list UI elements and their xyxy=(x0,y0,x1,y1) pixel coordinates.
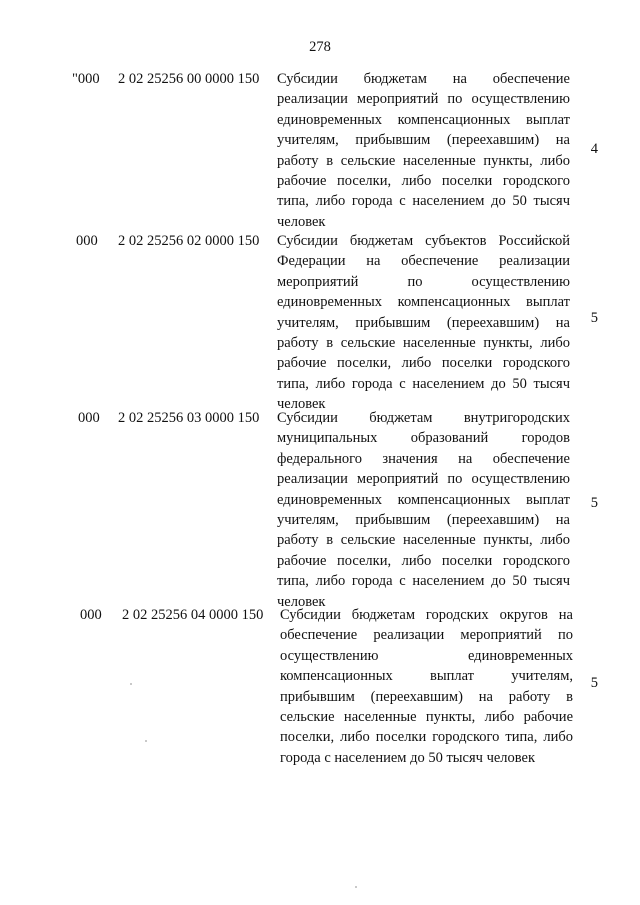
scan-speck xyxy=(130,683,132,685)
row-kbk: 2 02 25256 00 0000 150 xyxy=(118,71,260,87)
row-amount: 5 xyxy=(590,675,598,691)
row-amount: 5 xyxy=(590,495,598,511)
row-kbk: 2 02 25256 03 0000 150 xyxy=(118,410,260,426)
table-row xyxy=(0,408,640,610)
row-description: Субсидии бюджетам внутригородских муниципальных образований городов федерального значения на обеспечение реализации мероприятий по осуществлению единовременных компенсационных выплат учителям, прибывшим (переехавшим) на работу в сельские населенные пункты, либо рабочие поселки, либо поселки городского типа, либо города с населением до 50 тысяч человек xyxy=(277,410,570,610)
row-amount: 4 xyxy=(590,141,598,157)
scan-speck xyxy=(355,886,357,888)
row-kbk: 2 02 25256 02 0000 150 xyxy=(118,233,260,249)
page-number: 278 xyxy=(309,39,331,55)
row-code: "000 xyxy=(72,71,100,87)
scan-speck xyxy=(145,740,147,742)
row-kbk: 2 02 25256 04 0000 150 xyxy=(122,607,264,623)
row-code: 000 xyxy=(80,607,102,623)
row-description: Субсидии бюджетам на обеспечение реализации мероприятий по осуществлению единовременных компенсационных выплат учителям, прибывшим (переехавшим) на работу в сельские населенные пункты, либо рабочие поселки, либо поселки городского типа, либо города с населением до 50 тысяч человек xyxy=(277,71,570,230)
row-code: 000 xyxy=(76,233,98,249)
table-row xyxy=(0,69,640,230)
table-row xyxy=(0,231,640,413)
row-description: Субсидии бюджетам городских округов на обеспечение реализации мероприятий по осуществлению единовременных компенсационных выплат учителям, прибывшим (переехавшим) на работу в сельские населенные пункты, либо рабочие поселки, либо поселки городского типа, либо города с населением до 50 тысяч человек xyxy=(280,607,573,766)
row-amount: 5 xyxy=(590,310,598,326)
row-description: Субсидии бюджетам субъектов Российской Федерации на обеспечение реализации мероприятий по осуществлению единовременных компенсационных выплат учителям, прибывшим (переехавшим) на работу в сельские населенные пункты, либо рабочие поселки, либо поселки городского типа, либо города с населением до 50 тысяч человек xyxy=(277,233,570,413)
row-code: 000 xyxy=(78,410,100,426)
table-row xyxy=(0,605,640,765)
